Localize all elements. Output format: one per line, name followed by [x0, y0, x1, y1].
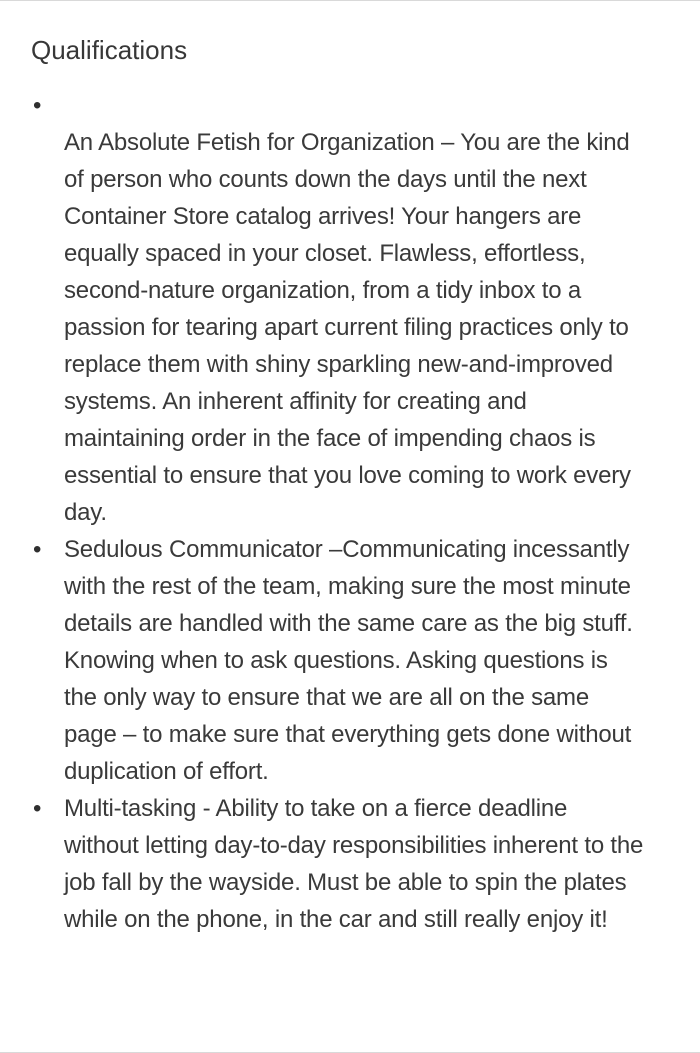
- list-item: [0, 790, 700, 938]
- list-item-text: Sedulous Communicator –Communicating incessantly with the rest of the team, making sure the most minute details are handled with the same care as the big stuff. Knowing when to ask questions. Asking questions is the only way to ensure that we are all on the same page – to make sure that everything gets done without duplication of effort.: [64, 536, 633, 785]
- list-item: [0, 87, 700, 531]
- qualifications-list: [0, 87, 700, 938]
- section-title: Qualifications: [31, 35, 188, 65]
- list-item-text: An Absolute Fetish for Organization – You are the kind of person who counts down the days until the next Container Store catalog arrives! Your hangers are equally spaced in your closet. Flawless, effortless, second-nature organization, from a tidy inbox to a passion for tearing apart current filing practices only to replace them with shiny sparkling new-and-improved systems. An inherent affinity for creating and maintaining order in the face of impending chaos is essential to ensure that you love coming to work every day.: [64, 129, 631, 526]
- bullet-marker-icon: •: [33, 92, 42, 119]
- list-item-text: Multi-tasking - Ability to take on a fierce deadline without letting day-to-day responsibilities inherent to the job fall by the wayside. Must be able to spin the plates while on the phone, in the car and still really enjoy it!: [64, 795, 644, 933]
- list-item: [0, 531, 700, 790]
- bullet-marker-icon: •: [33, 536, 42, 563]
- bullet-marker-icon: •: [33, 795, 42, 822]
